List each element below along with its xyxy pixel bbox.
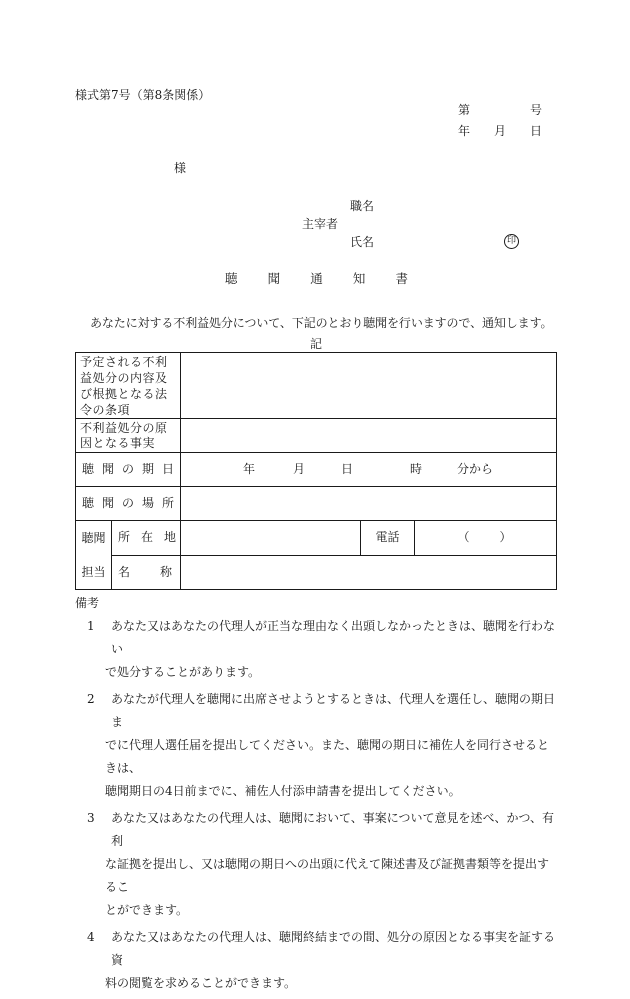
location-label [112,521,181,556]
label-line: 令の条項 [80,403,131,417]
label-char: の [122,496,135,510]
planned-disposition-label [76,353,181,419]
note-line: で処分することがあります。 [105,665,261,679]
label-char: 所 [162,496,175,510]
title-char: 書 [395,271,408,286]
note-line: あなた又はあなたの代理人は、聴聞において、事案について意見を述べ、かつ、有利 [111,811,555,848]
note-line: な証拠を提出し、又は聴聞の期日への出頭に代えて陳述書及び証拠書類等を提出するこ [105,857,550,894]
label-line: び根拠となる法 [80,387,168,401]
number-prefix: 第 [458,103,471,117]
table-row [76,555,557,590]
label-char: の [122,462,135,476]
note-number: 3 [87,811,95,825]
group-label-line: 担当 [81,565,106,579]
label-char: 聞 [102,462,115,476]
intro-text: あなたに対する不利益処分について、下記のとおり聴聞を行いますので、通知します。 [90,316,553,330]
label-char: 地 [164,530,177,545]
planned-disposition-value[interactable] [181,353,557,419]
date-month: 月 [494,124,507,138]
note-line: 料の閲覧を求めることができます。 [105,976,297,990]
cause-facts-value[interactable] [181,419,557,453]
organizer-title-label: 職名 [350,199,375,213]
organizer-role-label: 主宰者 [302,217,339,231]
location-value[interactable] [181,521,361,556]
table-row [76,521,557,556]
hearing-details-table [75,352,557,590]
note-line: とができます。 [105,903,189,917]
label-char: 日 [162,462,175,476]
note-number: 1 [87,619,95,633]
label-char: 名 [118,564,131,579]
organizer-name-label: 氏名 [350,235,375,249]
title-char: 聞 [267,271,281,286]
note-line: でに代理人選任届を提出してください。また、聴聞の期日に補佐人を同行させるときは、 [105,738,550,775]
note-line: 聴聞期日の4日前までに、補佐人付添申請書を提出してください。 [105,784,461,798]
label-char: 在 [141,530,154,545]
group-label-line: 聴聞 [81,531,106,545]
seal-mark: 印 [504,234,519,249]
label-char: 所 [118,530,131,545]
date-hour-unit: 時 [410,462,423,476]
phone-label: 電話 [361,521,415,556]
label-char: 聞 [102,496,115,510]
note-item [75,688,559,803]
number-suffix: 号 [530,103,543,117]
note-item [75,926,559,995]
note-item [75,615,559,684]
note-item [75,807,559,922]
label-line: 不利益処分の原 [80,420,168,435]
date-year: 年 [458,124,471,138]
name-label [112,555,181,590]
label-char: 期 [142,462,155,476]
label-char: 場 [142,496,155,510]
label-char: 聴 [82,462,95,476]
title-char: 聴 [225,271,238,286]
hearing-date-value[interactable] [181,453,557,487]
hearing-place-value[interactable] [181,487,557,521]
title-char: 知 [352,271,366,286]
table-row [76,419,557,453]
note-number: 2 [87,692,95,706]
date-day: 日 [530,124,543,138]
notes-heading: 備考 [75,596,100,610]
table-row [76,453,557,487]
cause-facts-label [76,419,181,453]
date-minute-unit: 分から [457,462,494,476]
table-row [76,353,557,419]
date-month-unit: 月 [293,462,306,476]
date-day-unit: 日 [341,462,354,476]
notes-section [75,595,559,999]
hearing-date-label [76,453,181,487]
hearing-contact-group-label [76,521,112,590]
date-year-unit: 年 [243,462,256,476]
label-line: 益処分の内容及 [80,371,168,385]
note-line: あなた又はあなたの代理人が正当な理由なく出頭しなかったときは、聴聞を行わない [111,619,556,656]
label-char: 聴 [82,496,95,510]
ki-marker: 記 [310,337,323,351]
title-char: 通 [310,271,323,286]
name-value[interactable] [181,555,557,590]
note-line: あなたが代理人を聴聞に出席させようとするときは、代理人を選任し、聴聞の期日ま [111,692,556,729]
table-row [76,487,557,521]
addressee-suffix: 様 [174,161,187,175]
label-line: 因となる事実 [80,435,156,450]
phone-value[interactable]: （ ） [415,521,557,556]
document-title [225,273,408,286]
note-line: あなた又はあなたの代理人は、聴聞終結までの間、処分の原因となる事実を証する資 [111,930,556,967]
note-number: 4 [87,930,95,944]
label-char: 称 [160,564,173,579]
label-line: 予定される不利 [80,355,168,369]
hearing-place-label [76,487,181,521]
form-id: 様式第7号（第8条関係） [75,88,211,102]
